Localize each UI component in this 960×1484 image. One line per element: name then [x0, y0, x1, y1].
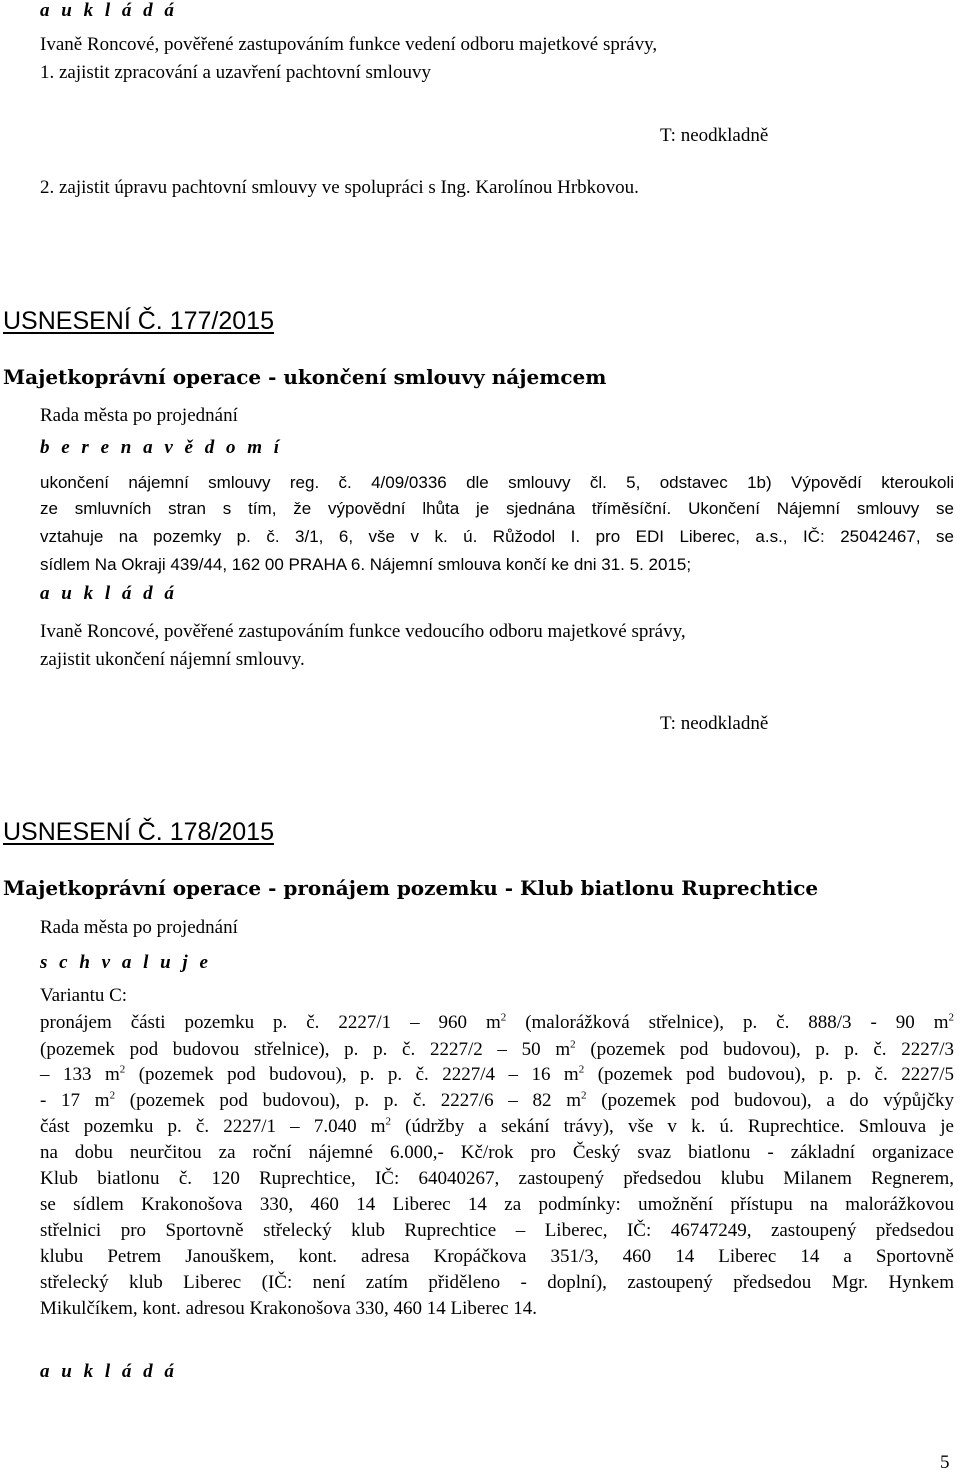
- term-label-177: T: neodkladně: [660, 713, 769, 734]
- ukl-label-top: a u k l á d á: [40, 0, 178, 21]
- approves-label: s c h v a l u j e: [40, 952, 212, 973]
- resolution-heading-177: USNESENÍ Č. 177/2015: [3, 307, 274, 335]
- body-line-178-2: (pozemek pod budovou střelnice), p. p. č. 2227/2 – 50 $m^2$ (pozemek pod budovou), p. p. č. 2227/3: [40, 1038, 954, 1060]
- resolution-title-178: Majetkoprávní operace - pronájem pozemku - Klub biatlonu Ruprechtice: [3, 876, 819, 900]
- body-line-178-6: na dobu neurčitou za roční nájemné 6.000,- Kč/rok pro Český svaz biatlonu - základní organizace: [40, 1142, 954, 1163]
- variant-label: Variantu C:: [40, 985, 128, 1006]
- body-line-178-10: klubu Petrem Janouškem, kont. adresa Kropáčkova 351/3, 460 14 Liberec 14 a Sportovně: [40, 1246, 954, 1267]
- ukl-label-178: a u k l á d á: [40, 1361, 178, 1382]
- resolution-title-177: Majetkoprávní operace - ukončení smlouvy nájemcem: [3, 365, 607, 389]
- council-line-177: Rada města po projednání: [40, 405, 238, 426]
- body-line-177-1: ukončení nájemní smlouvy reg. č. 4/09/0336 dle smlouvy čl. 5, odstavec 1b) Výpovědí kteroukoli: [40, 473, 954, 492]
- body-line-178-12: Mikulčíkem, kont. adresou Krakonošova 330, 460 14 Liberec 14.: [40, 1298, 538, 1319]
- body-line-178-5: část pozemku p. č. 2227/1 – 7.040 $m^2$ (údržby a sekání trávy), vše v k. ú. Ruprechtice. Smlouva je: [40, 1115, 954, 1137]
- assignee-line-177: Ivaně Roncové, pověřené zastupováním funkce vedoucího odboru majetkové správy,: [40, 621, 686, 642]
- task-item-1: 1. zajistit zpracování a uzavření pachtovní smlouvy: [40, 62, 431, 83]
- body-line-178-4: - 17 $m^2$ (pozemek pod budovou), p. p. č. 2227/6 – 82 $m^2$ (pozemek pod budovou), a do výpůjčky: [40, 1089, 954, 1111]
- body-line-178-7: Klub biatlonu č. 120 Ruprechtice, IČ: 64040267, zastoupený předsedou klubu Milanem Regnerem,: [40, 1168, 954, 1189]
- body-line-178-8: se sídlem Krakonošova 330, 460 14 Liberec 14 za podmínky: umožnění přístupu na malorážkovou: [40, 1194, 954, 1215]
- acknowledges-label: b e r e n a v ě d o m í: [40, 437, 283, 458]
- body-line-178-9: střelnici pro Sportovně střelecký klub Ruprechtice – Liberec, IČ: 46747249, zastoupený předsedou: [40, 1220, 954, 1241]
- body-line-177-3: vztahuje na pozemky p. č. 3/1, 6, vše v k. ú. Růžodol I. pro EDI Liberec, a.s., IČ: 25042467, se: [40, 527, 954, 546]
- body-line-178-3: – 133 $m^2$ (pozemek pod budovou), p. p. č. 2227/4 – 16 $m^2$ (pozemek pod budovou), p. p. č. 2227/5: [40, 1063, 954, 1085]
- task-line-177: zajistit ukončení nájemní smlouvy.: [40, 649, 305, 670]
- body-line-178-11: střelecký klub Liberec (IČ: není zatím přiděleno - doplní), zastoupený předsedou Mgr. Hynkem: [40, 1272, 954, 1293]
- ukl-label-177: a u k l á d á: [40, 583, 178, 604]
- term-label-top: T: neodkladně: [660, 125, 769, 146]
- body-line-177-2: ze smluvních stran s tím, že výpovědní lhůta je sjednána tříměsíční. Ukončení Nájemní smlouvy se: [40, 499, 954, 518]
- page-number: 5: [940, 1452, 950, 1473]
- assignee-line-top: Ivaně Roncové, pověřené zastupováním funkce vedení odboru majetkové správy,: [40, 34, 658, 55]
- resolution-heading-178: USNESENÍ Č. 178/2015: [3, 818, 274, 846]
- task-item-2: 2. zajistit úpravu pachtovní smlouvy ve spolupráci s Ing. Karolínou Hrbkovou.: [40, 177, 639, 198]
- body-line-177-4: sídlem Na Okraji 439/44, 162 00 PRAHA 6. Nájemní smlouva končí ke dni 31. 5. 2015;: [40, 555, 692, 574]
- council-line-178: Rada města po projednání: [40, 917, 238, 938]
- body-line-178-1: pronájem části pozemku p. č. 2227/1 – 960 $m^2$ (malorážková střelnice), p. č. 888/3 - 90 $m^2$: [40, 1011, 954, 1033]
